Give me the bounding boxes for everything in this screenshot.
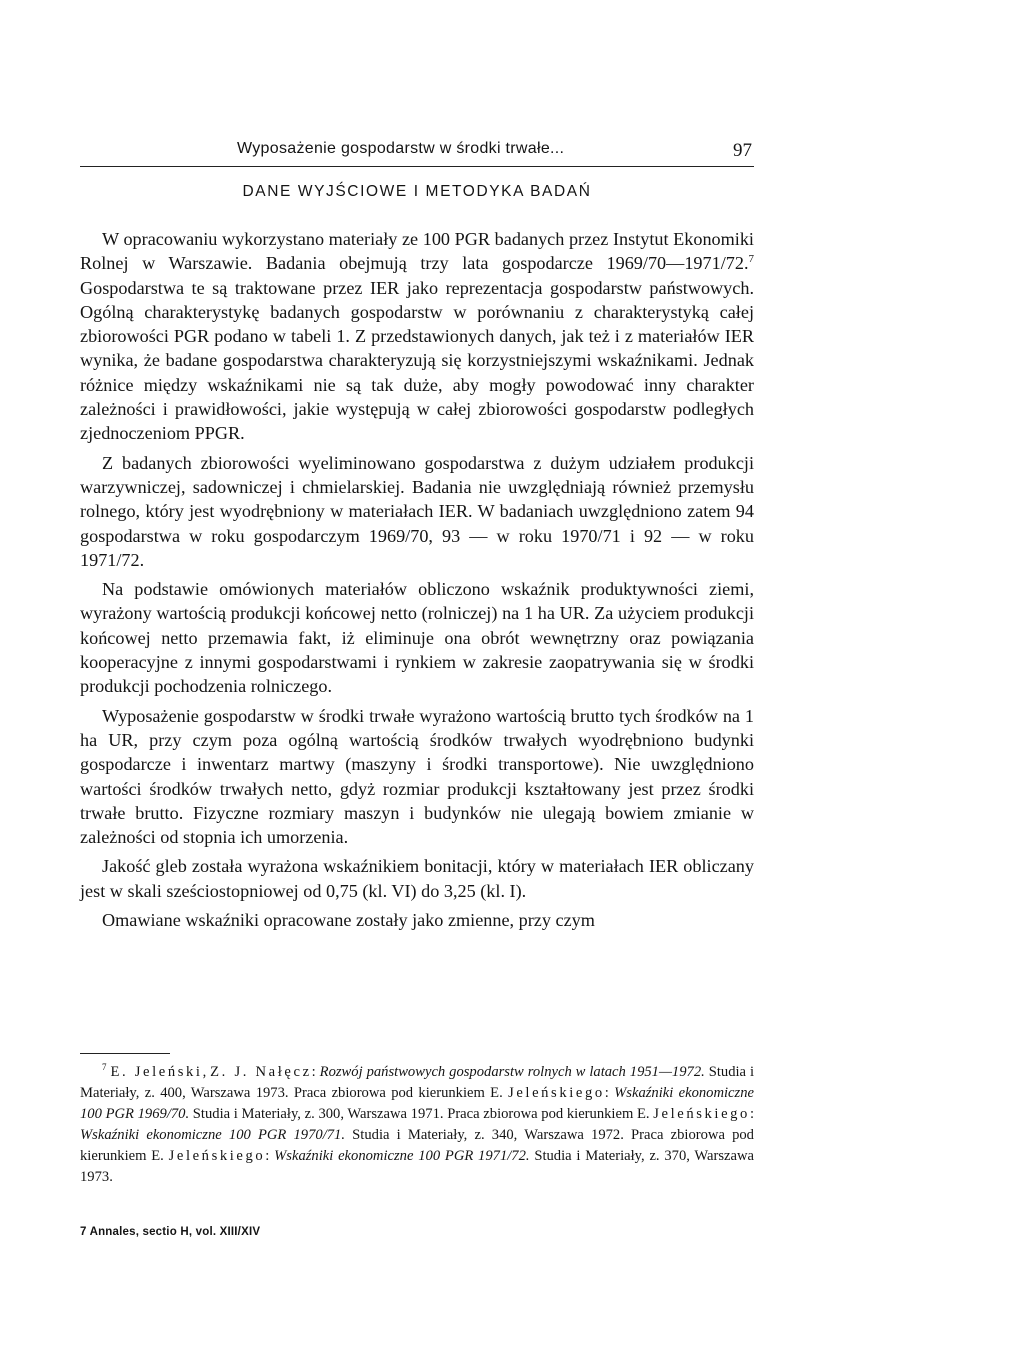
paragraph-1-text: W opracowaniu wykorzystano materiały ze 100 PGR badanych przez Instytut Ekonomiki Rolnej w Warszawie. Badania obejmują trzy lata gospodarcze 1969/70—1971/72. (80, 229, 754, 274)
paragraph-1 (80, 227, 754, 446)
footnote-author: Jeleńskiego (653, 1106, 750, 1122)
footnotes (80, 1062, 754, 1188)
paragraph-1-continuation: Gospodarstwa te są traktowane przez IER jako reprezentacja gospodarstw państwowych. Ogólną charakterystykę badanych gospodarstw w porównaniu z charakterystyką całej zbiorowości PGR podano w tabeli 1. Z przedstawionych danych, jak też i z materiałów IER wynika, że badane gospodarstwa charakteryzują się korzystniejszymi wskaźnikami. Jednak różnice między wskaźnikami nie są tak duże, aby mogły powodować inny charakter zależności i prawidłowości, jakie występują w całej zbiorowości gospodarstw podległych zjednoczeniom PPGR. (80, 277, 754, 444)
footnote-publication: Studia i Materiały, z. 340, Warszawa 1972. Praca zbiorowa pod kierunkiem E. (80, 1127, 754, 1164)
footnote-7 (80, 1062, 754, 1188)
paragraph-5: Jakość gleb została wyrażona wskaźnikiem bonitacji, który w materiałach IER obliczany jest w skali sześciostopniowej od 0,75 (kl. VI) do 3,25 (kl. I). (80, 856, 754, 901)
footnote-separator: : (265, 1148, 275, 1164)
footnote-separator: : (749, 1106, 754, 1122)
running-head-title: Wyposażenie gospodarstw w środki trwałe... (237, 140, 565, 157)
page-number: 97 (733, 140, 752, 161)
footnote-separator: , (202, 1064, 211, 1080)
footnote-publication: Studia i Materiały, z. 370, Warszawa 1973. (80, 1148, 755, 1185)
footnote-separator: : (311, 1064, 320, 1080)
paragraph-4: Wyposażenie gospodarstw w środki trwałe wyrażono wartością brutto tych środków na 1 ha UR, przy czym poza ogólną wartością środków trwałych wyodrębniono budynki gospodarcze i inwentarz martwy (maszyny i środki transportowe). Nie uwzględniono wartości środków trwałych netto, gdyż rozmiar produkcji kształtowany jest przez środki trwałe brutto. Fizyczne rozmiary maszyn i budynków nie ulegają bowiem zmianie w zależności od stopnia ich umorzenia. (80, 705, 754, 848)
footnote-author: Z. J. Nałęcz (210, 1064, 312, 1080)
paragraph-3: Na podstawie omówionych materiałów obliczono wskaźnik produktywności ziemi, wyrażony wartością produkcji końcowej netto (rolniczej) na 1 ha UR. Za użyciem produkcji końcowej netto przemawia fakt, iż eliminuje ona obrót wewnętrzny oraz powiązania kooperacyjne z innymi gospodarstwami i rynkiem w zakresie zaopatrywania się w środki produkcji pochodzenia rolniczego. (80, 579, 754, 697)
footnote-reference: 7 (748, 253, 754, 266)
footnote-title: Rozwój państwowych gospodarstw rolnych w latach 1951—1972. (319, 1064, 705, 1080)
footnote-publication: Studia i Materiały, z. 300, Warszawa 1971. Praca zbiorowa pod kierunkiem E. (189, 1106, 654, 1122)
footnote-title: Wskaźniki ekonomiczne 100 PGR 1971/72. (274, 1148, 530, 1164)
footnote-title: Wskaźniki ekonomiczne 100 PGR 1969/70. (80, 1085, 754, 1122)
footnote-publication: Studia i Materiały, z. 400, Warszawa 1973. Praca zbiorowa pod kierunkiem E. (80, 1064, 755, 1101)
footnote-author: E. Jeleński (110, 1064, 203, 1080)
body-text (80, 227, 754, 932)
paragraph-2: Z badanych zbiorowości wyeliminowano gospodarstwa z dużym udziałem produkcji warzywniczej, sadowniczej i chmielarskiej. Badania nie uwzględniają również przemysłu rolnego, który jest wyodrębniony w materiałach IER. W badaniach uwzględniono zatem 94 gospodarstwa w roku gospodarczym 1969/70, 93 — w roku 1970/71 i 92 — w roku 1971/72. (80, 452, 754, 570)
footnote-divider (80, 1053, 170, 1054)
footnote-title: Wskaźniki ekonomiczne 100 PGR 1970/71. (80, 1127, 345, 1143)
paragraph-6: Omawiane wskaźniki opracowane zostały jako zmienne, przy czym (102, 910, 595, 931)
footnote-marker: 7 (102, 1062, 107, 1073)
footnote-author: Jeleńskiego (168, 1148, 266, 1164)
section-heading: DANE WYJŚCIOWE I METODYKA BADAŃ (242, 183, 592, 200)
running-head (80, 140, 754, 167)
sheet-signature: 7 Annales, sectio H, vol. XIII/XIV (80, 1226, 261, 1238)
footnote-separator: : (604, 1085, 615, 1101)
footnote-author: Jeleńskiego (508, 1085, 605, 1101)
